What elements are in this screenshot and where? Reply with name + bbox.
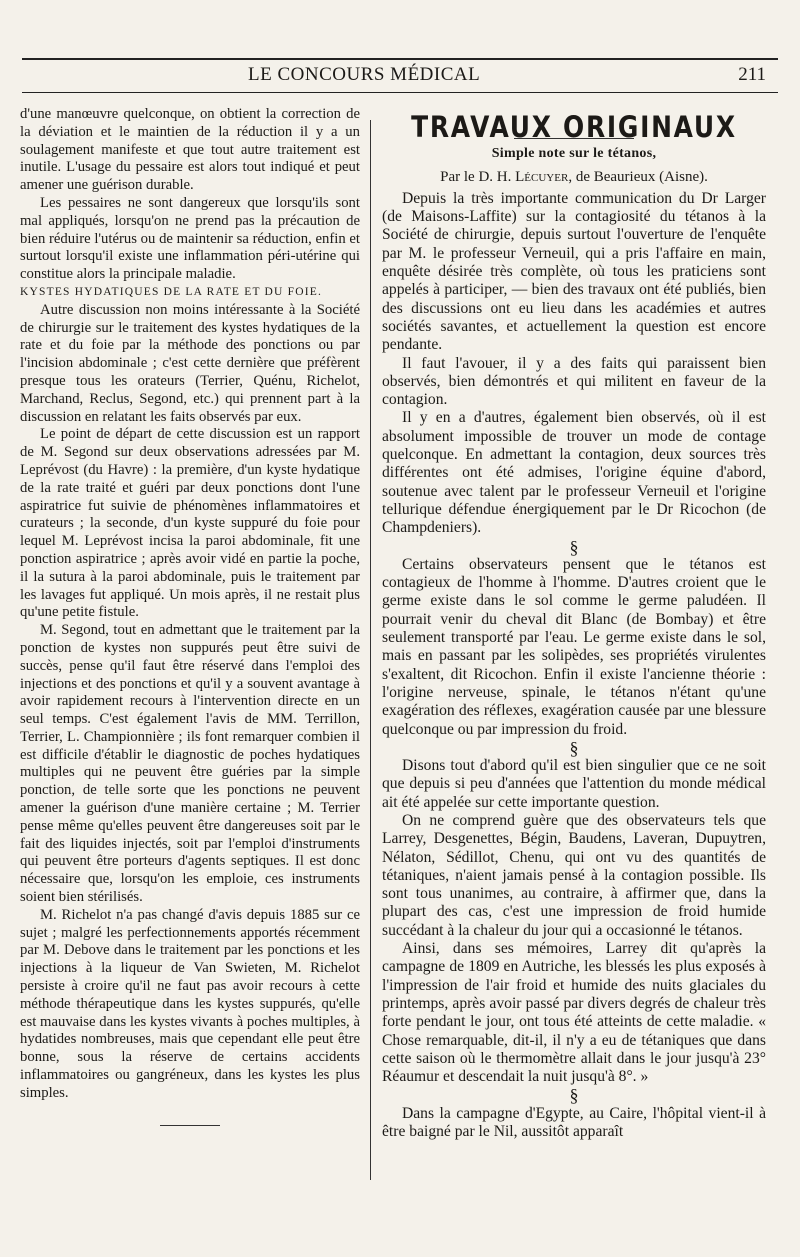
byline-prefix: Par le D. H.: [440, 168, 512, 185]
right-column: [382, 106, 766, 1141]
running-header: LE CONCOURS MÉDICAL: [248, 64, 481, 85]
paragraph: d'une manœuvre quelconque, on obtient la correction de la déviation et le maintien de la réduction il y a un soulagement manifeste et que tout autre traitement est inutile. L'usage du pessaire est alors tout indiqué et peut amener une guérison durable.: [20, 106, 360, 194]
paragraph: On ne comprend guère que des observateurs tels que Larrey, Desgenettes, Bégin, Baudens, Laveran, Dupuytren, Nélaton, Sédillot, Chenu, qui ont vu des quantités de tétaniques, n'aient jamais pensé à la contagion possible. Ils sont tous unanimes, au contraire, à affirmer que, dans la plupart des cas, c'est une impression de froid humide succédant à la chaleur du jour qui a occasionné le tétanos.: [382, 811, 766, 939]
section-title: TRAVAUX ORIGINAUX: [411, 110, 737, 144]
article-subtitle: Simple note sur le tétanos,: [491, 146, 657, 162]
paragraph: Il y en a d'autres, également bien observés, où il est absolument impossible de trouver un mode de contage quelconque. En admettant la contagion, deux sources très différentes ont été admises, l'origine équine d'abord, soutenue avec talent par le professeur Verneuil et l'origine tellurique défendue énergiquement par le Dr Ricochon (de Champdeniers).: [382, 409, 766, 537]
column-divider: [370, 120, 371, 1180]
byline-author: Lécuyer: [515, 168, 569, 185]
paragraph: Disons tout d'abord qu'il est bien singulier que ce ne soit que depuis si peu d'années que l'attention du monde médical ait été appelée sur cette importante question.: [382, 757, 766, 811]
paragraph: Dans la campagne d'Egypte, au Caire, l'hôpital vient-il à être baigné par le Nil, aussitôt apparaît: [382, 1104, 766, 1141]
article-byline: [382, 168, 766, 186]
section-heading: KYSTES HYDATIQUES DE LA RATE ET DU FOIE.: [20, 285, 323, 298]
paragraph: Certains observateurs pensent que le tétanos est contagieux de l'homme à l'homme. D'autres croient que le germe existe dans le sol comme le germe paludéen. Il pourrait venir du cheval dit Blanc (de Bombay) et être seulement transporté par l'eau. Le germe existe dans le sol, mais en passant par les solipèdes, ses propriétés virulentes s'exaltent, dit Ricochon. Enfin il existe l'ancienne théorie : l'origine nerveuse, spinale, le tétanos n'étant qu'une exagération des réflexes, exagération causée par une blessure quelconque ou par impression du froid.: [382, 555, 766, 738]
header-rule: [22, 92, 778, 93]
section-mark: §: [569, 1085, 579, 1106]
paragraph: Le point de départ de cette discussion est un rapport de M. Segond sur deux observations adressées par M. Leprévost (du Havre) : la première, d'un kyste hydatique de la rate traité et guéri par deux ponctions dont l'une aspiratrice fut suivie de phénomènes inflammatoires et curateurs ; la seconde, d'un kyste suppuré du foie pour lequel M. Leprévost incisa la paroi abdominale, fit une ponction aspiratrice ; après avoir vidé en partie la poche, il la sutura à la paroi abdominale, puis le traitement par les lavages fut appliqué. Un mois après, il ne restait plus qu'une petite fistule.: [20, 426, 360, 621]
left-column: [20, 106, 360, 1126]
paragraph: Les pessaires ne sont dangereux que lorsqu'ils sont mal appliqués, lorsqu'on ne prend pas la précaution de bien réduire l'utérus ou de maintenir sa réduction, enfin et surtout lorsqu'il existe une inflammation péri-utérine qui constitue alors la principale maladie.: [20, 194, 360, 283]
section-mark: §: [569, 737, 579, 758]
page-number: 211: [738, 64, 766, 85]
paragraph: Depuis la très importante communication du Dr Larger (de Maisons-Laffite) sur la contagiosité du tétanos à la Société de chirurgie, depuis surtout l'ouverture de l'enquête par M. le professeur Verneuil, qui a pris l'affaire en main, enquête désirée très complète, où tous les praticiens sont appelés à participer, — bien des travaux ont été publiés, bien des discussions ont eu lieu dans les académies et autres sociétés savantes, et actuellement la question est encore pendante.: [382, 189, 766, 354]
paragraph: Autre discussion non moins intéressante à la Société de chirurgie sur le traitement des kystes hydatiques de la rate et du foie par la méthode des ponctions ou par l'incision abdominale ; c'est cette dernière que préfèrent presque tous les orateurs (Terrier, Quénu, Richelot, Marchand, Reclus, Segond, etc.) qui prennent part à la discussion en relatant les faits observés par eux.: [20, 301, 360, 425]
paragraph: M. Segond, tout en admettant que le traitement par la ponction de kystes non suppurés peut être suivi de succès, pense qu'il faut être réservé dans l'emploi des injections et des ponctions et qu'il y a souvent avantage à avoir rapidement recours à l'intervention directe en un seul temps. C'est également l'avis de MM. Terrillon, Terrier, L. Championnière ; ils font remarquer combien il est difficile d'établir le diagnostic de poches hydatiques multiples qui ne peuvent être guéries par la simple ponction, de telle sorte que les ponctions ne peuvent amener la guérison d'une manière certaine ; M. Terrier pense même qu'elles peuvent être dangereuses soit par le fait des liquides injectés, soit par l'emploi d'instruments qui peuvent être porteurs d'agents septiques. Il est donc nécessaire que, lorsqu'on les emploie, ces instruments soient bien stérilisés.: [20, 622, 360, 906]
paragraph: M. Richelot n'a pas changé d'avis depuis 1885 sur ce sujet ; malgré les perfectionnements apportés récemment par M. Debove dans le traitement par les ponctions et les injections à la liqueur de Van Swieten, M. Richelot persiste à croire qu'il ne faut pas avoir recours à cette méthode thérapeutique dans les kystes suppurés, qu'elle est mauvaise dans les kystes vivants à poches multiples, à hydatides nombreuses, mais que cependant elle peut être bonne, sous la réserve de certains accidents inflammatoires ou gangréneux, dans les kystes les plus simples.: [20, 906, 360, 1101]
section-mark: §: [569, 536, 579, 557]
top-rule: [22, 58, 778, 60]
paragraph: Ainsi, dans ses mémoires, Larrey dit qu'après la campagne de 1809 en Autriche, les blessés les plus exposés à l'impression de l'air froid et humide des nuits glaciales du printemps, après avoir passé par divers degrés de chaleur très forte pendant le jour, ont tous été atteints de cette maladie. « Chose remarquable, dit-il, il n'y a eu de tétaniques que dans cette saison où le thermomètre allait dans le jour jusqu'à 23° Réaumur et descendait la nuit jusqu'à 8°. »: [382, 940, 766, 1086]
end-rule: [160, 1125, 220, 1126]
paragraph: Il faut l'avouer, il y a des faits qui paraissent bien observés, bien démontrés et qui militent en faveur de la contagion.: [382, 354, 766, 409]
byline-suffix: , de Beaurieux (Aisne).: [568, 168, 708, 185]
